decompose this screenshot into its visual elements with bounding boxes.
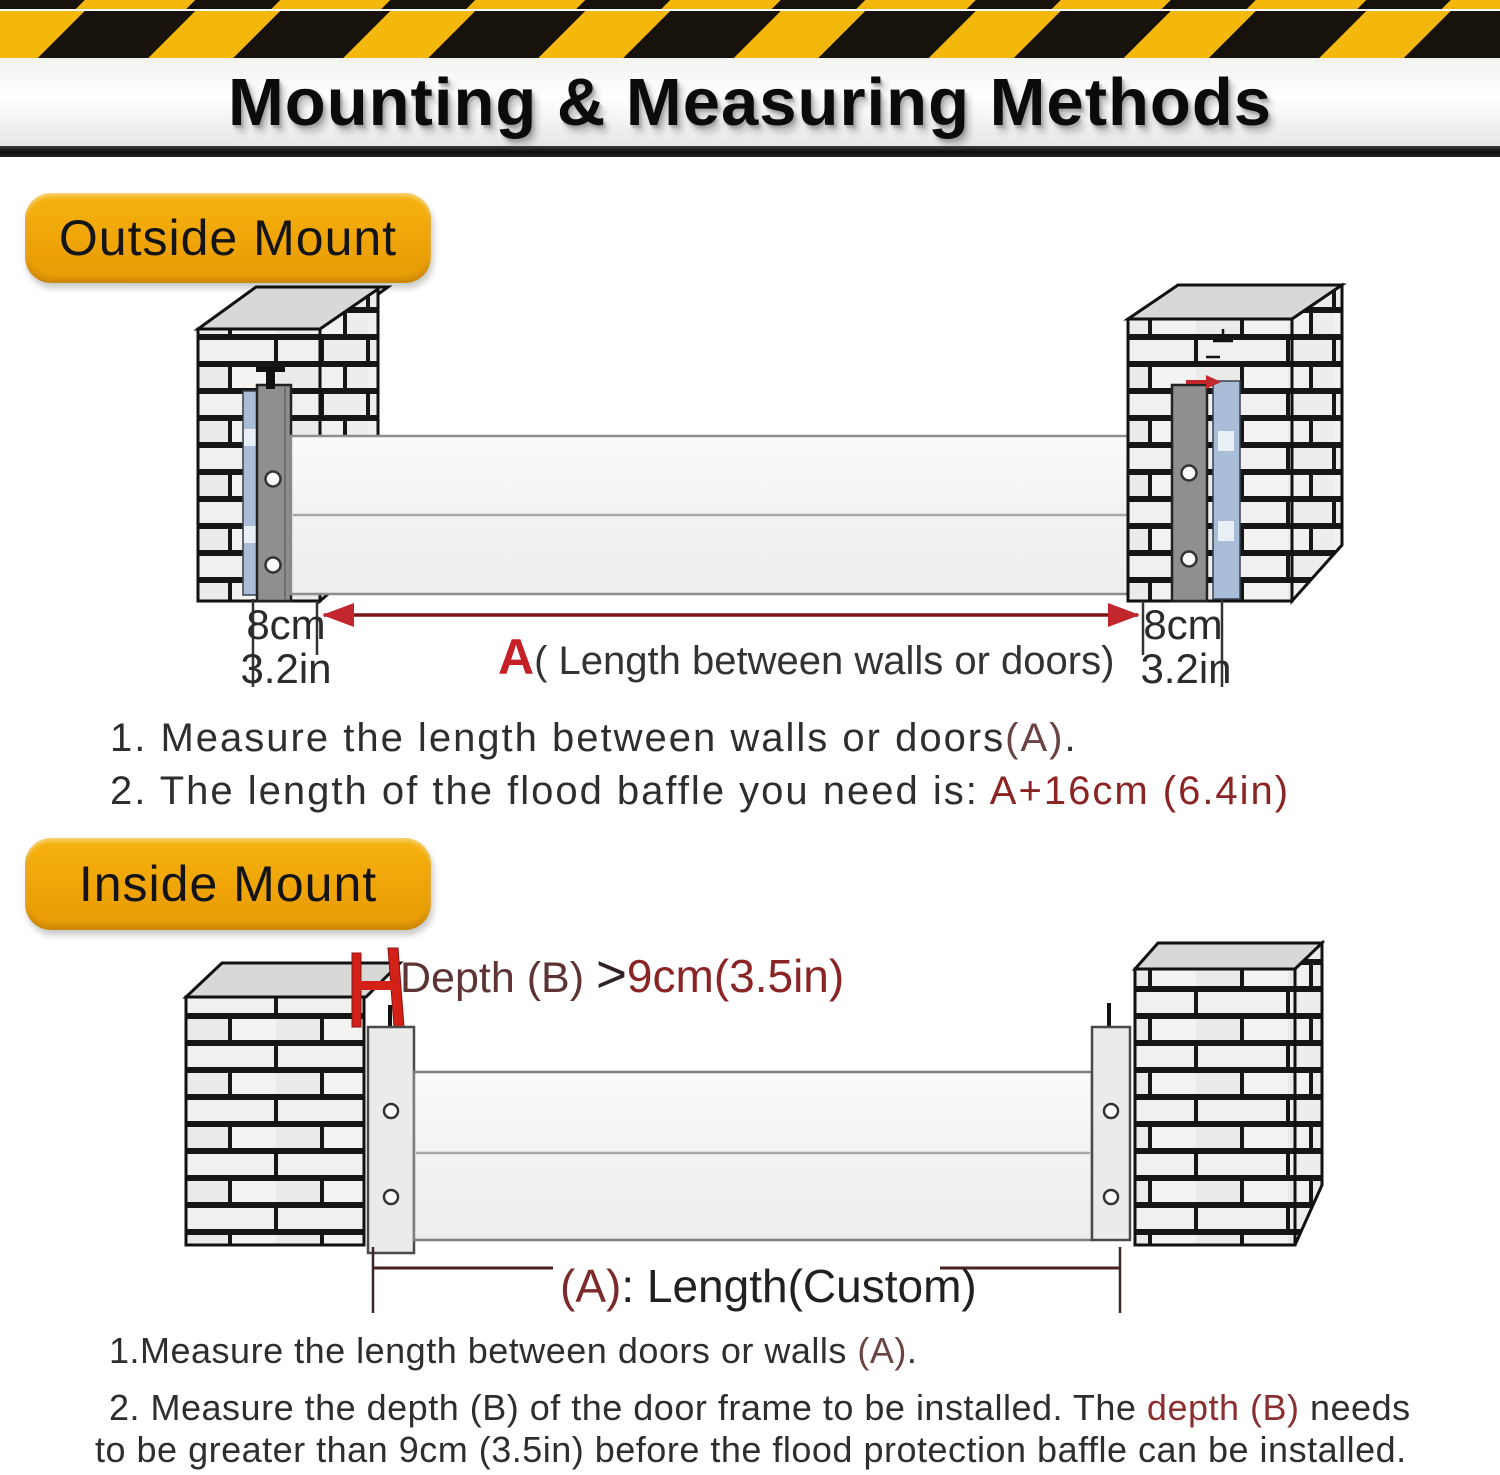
bracket-hole bbox=[1182, 552, 1197, 567]
title-divider-bar bbox=[0, 146, 1500, 157]
inside-mount-badge-label: Inside Mount bbox=[78, 856, 378, 912]
inside-mount-badge bbox=[25, 838, 431, 930]
length-custom-label: (A): Length(Custom) bbox=[560, 1260, 977, 1312]
flood-barrier-panel bbox=[291, 436, 1175, 594]
caution-stripe-thin bbox=[0, 0, 1500, 9]
inside-mount-instructions bbox=[95, 1330, 1495, 1471]
page-title: Mounting & Measuring Methods bbox=[227, 64, 1273, 140]
bracket-hole bbox=[384, 1104, 398, 1118]
outside-step-2: 2. The length of the flood baffle you need is: A+16cm (6.4in) bbox=[110, 769, 1291, 813]
depth-marker-icon bbox=[352, 948, 404, 1027]
caution-stripe-main bbox=[0, 9, 1500, 58]
left-offset-in: 3.2in bbox=[240, 645, 332, 692]
inside-mount-diagram bbox=[0, 935, 1500, 1317]
bracket-hole bbox=[1104, 1190, 1118, 1204]
brick-pillar-right bbox=[1135, 943, 1322, 1245]
outside-mount-badge-label: Outside Mount bbox=[58, 210, 398, 266]
bracket-hole bbox=[384, 1190, 398, 1204]
caution-stripe-band bbox=[0, 0, 1500, 58]
double-arrow-icon bbox=[322, 603, 1140, 627]
inside-step-1: 1.Measure the length between doors or walls (A). bbox=[109, 1330, 918, 1371]
dimension-marks bbox=[373, 1247, 1120, 1313]
depth-label: Depth (B) >9cm(3.5in) bbox=[400, 945, 845, 1004]
bracket-hole bbox=[266, 472, 281, 487]
flood-barrier-panel bbox=[414, 1072, 1092, 1240]
outside-step-1: 1. Measure the length between walls or doors(A). bbox=[110, 716, 1078, 760]
mounting-bracket-left bbox=[243, 367, 291, 601]
span-length-label: A( Length between walls or doors) bbox=[498, 629, 1115, 685]
left-offset-cm: 8cm bbox=[246, 601, 326, 648]
bracket-hole bbox=[1182, 466, 1197, 481]
bracket-hole bbox=[266, 558, 281, 573]
dimension-marks bbox=[240, 599, 1231, 692]
inside-step-2: 2. Measure the depth (B) of the door frame to be installed. The depth (B) needs bbox=[109, 1387, 1411, 1428]
bracket-hole bbox=[1104, 1104, 1118, 1118]
right-offset-cm: 8cm bbox=[1143, 601, 1223, 648]
title-band bbox=[0, 58, 1500, 146]
outside-mount-diagram bbox=[0, 283, 1500, 695]
inside-step-2-continued: to be greater than 9cm (3.5in) before the flood protection baffle can be installed. bbox=[95, 1429, 1407, 1470]
right-offset-in: 3.2in bbox=[1140, 645, 1232, 692]
mounting-bracket-right bbox=[1092, 1003, 1130, 1240]
dimension-a-letter: A bbox=[498, 629, 535, 685]
outside-mount-badge bbox=[25, 193, 431, 283]
mounting-bracket-left bbox=[368, 1005, 414, 1253]
outside-mount-instructions bbox=[110, 712, 1500, 818]
